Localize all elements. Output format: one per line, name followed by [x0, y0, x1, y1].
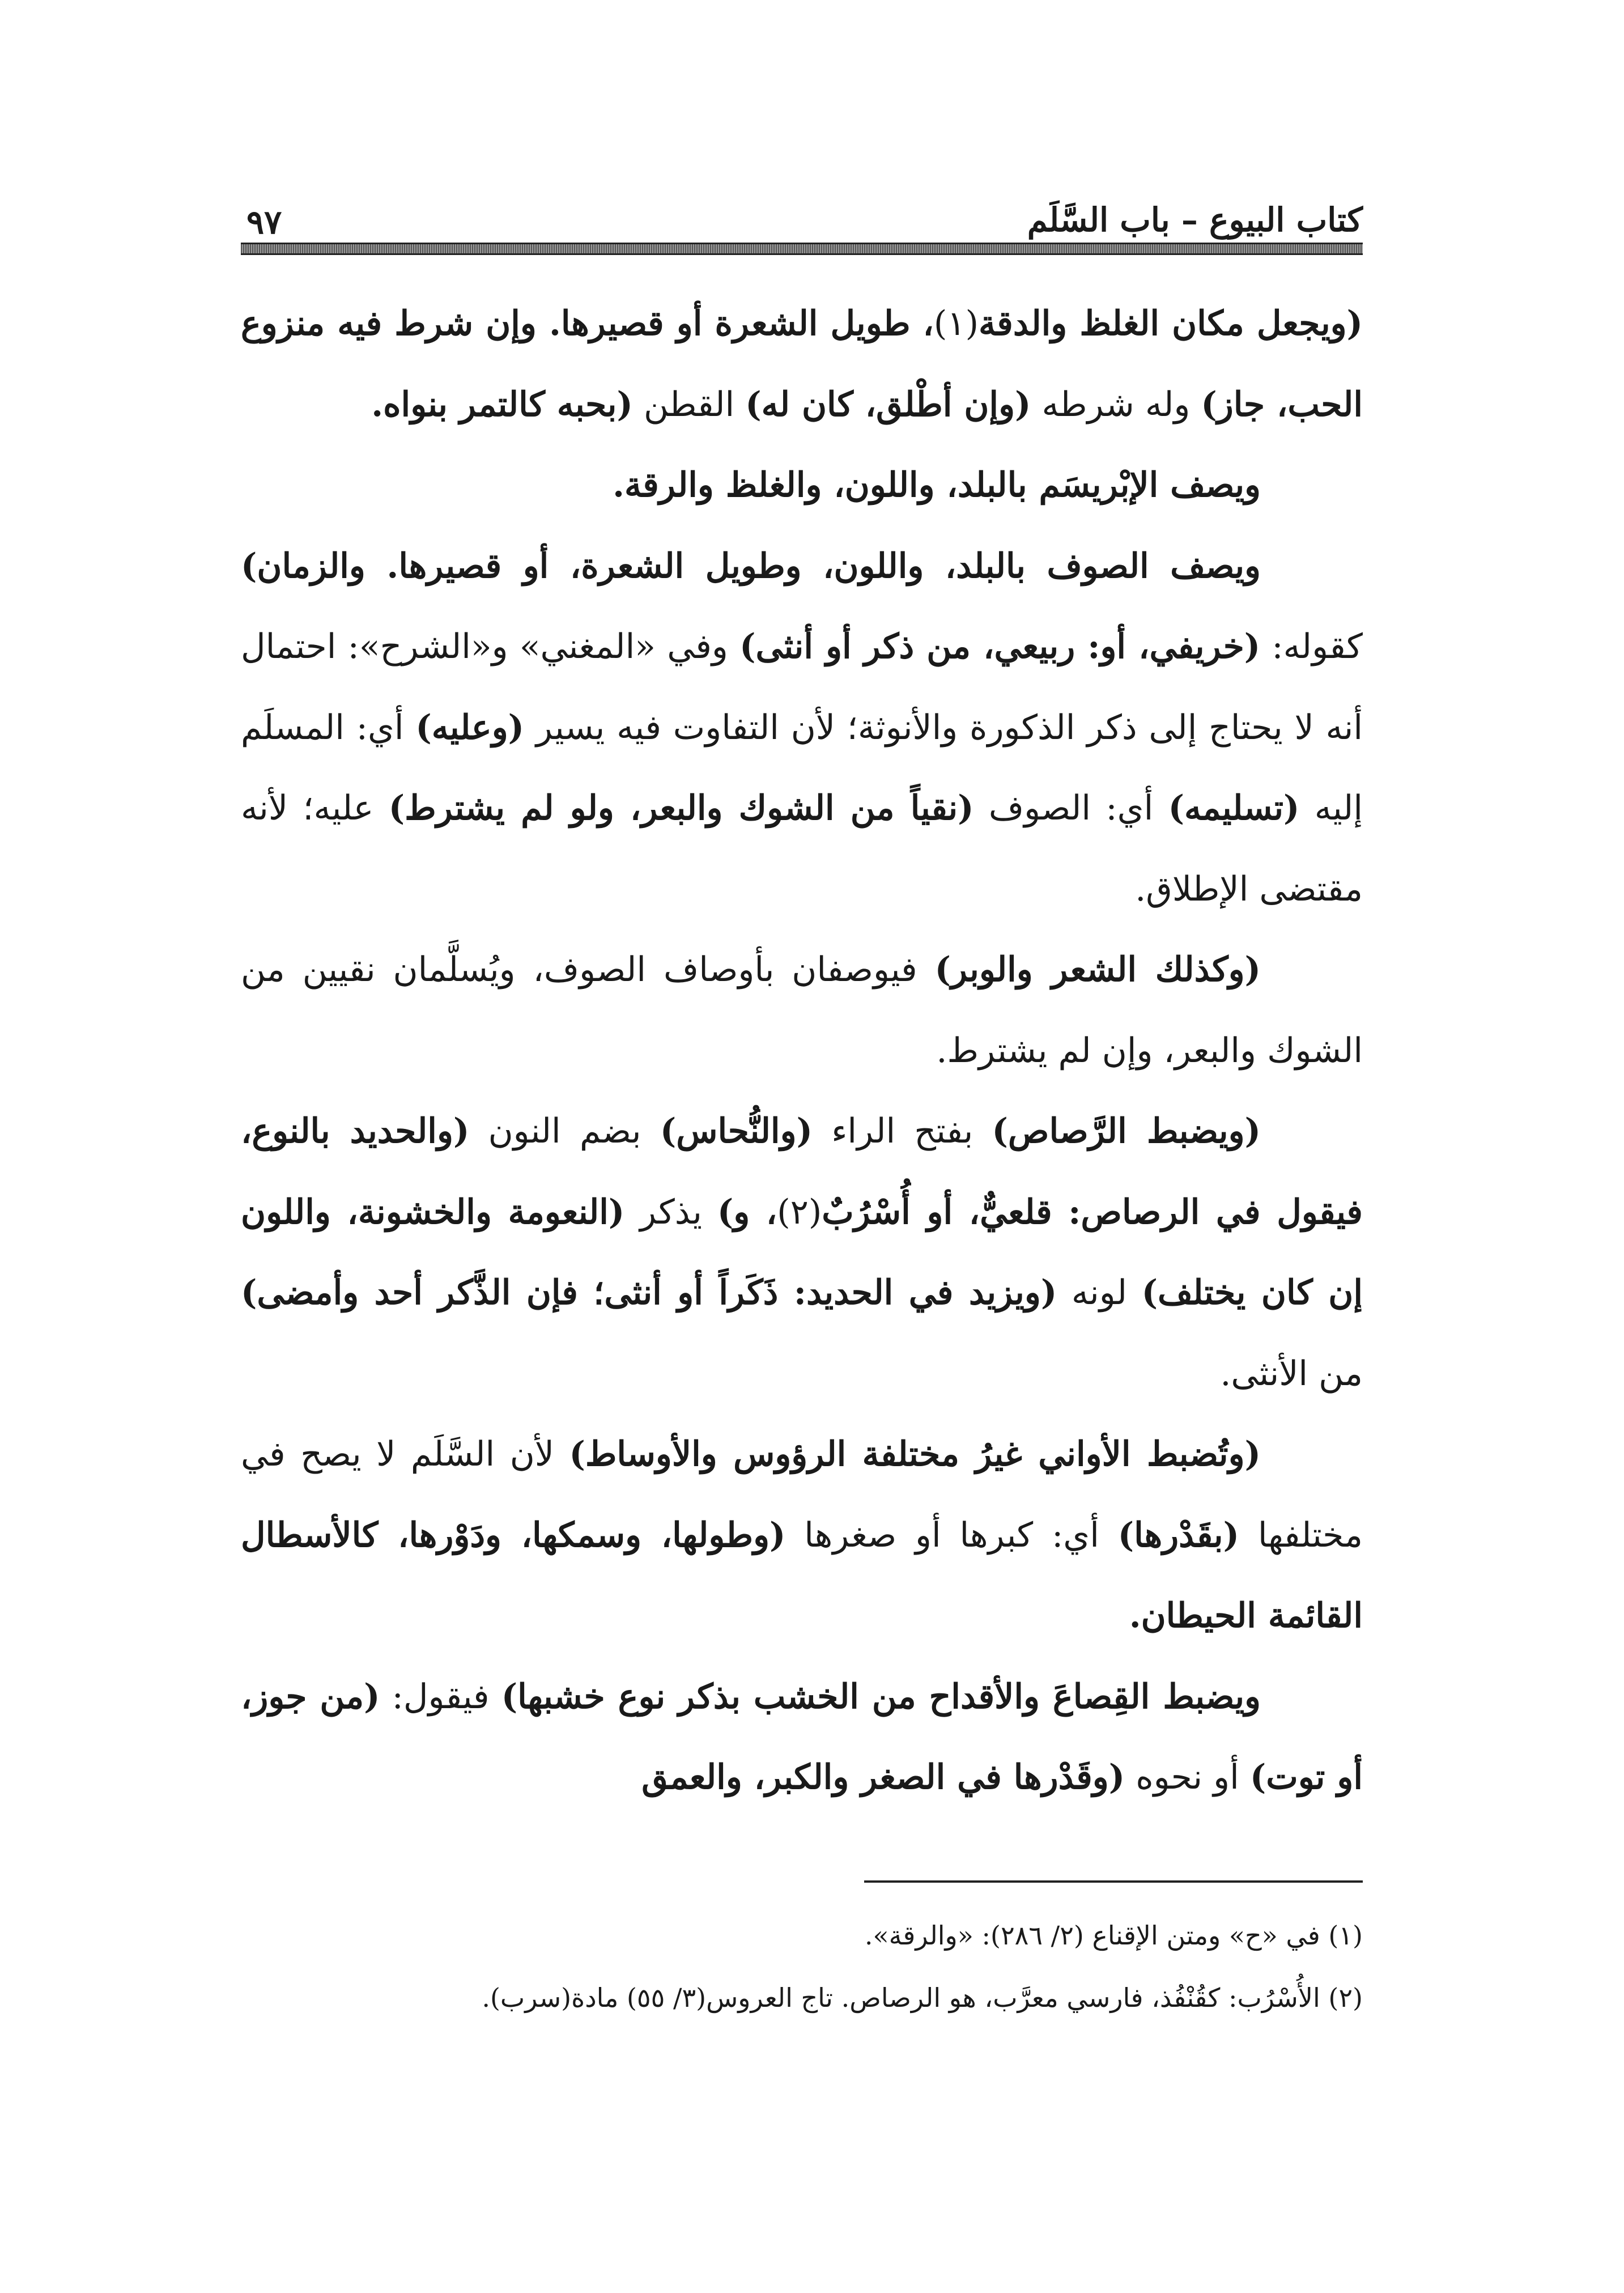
sharh-text: (١) — [933, 304, 979, 343]
sharh-text: بضم النون — [469, 1111, 660, 1151]
matn-text: ويصف الإبْريسَم بالبلد، واللون، والغلظ والرقة. — [613, 465, 1261, 505]
sharh-text: يذكر — [624, 1192, 717, 1232]
matn-text: (من جوز، أو توت) — [241, 1676, 1363, 1797]
matn-text: (النعومة والخشونة، واللون إن كان يختلف) — [241, 1192, 1363, 1313]
sharh-text: عليه؛ لأنه مقتضى الإطلاق. — [241, 788, 1363, 909]
matn-text: (ويزيد في الحديد: ذَكَراً أو أنثى؛ فإن الذَّكر أحد وأمضى) — [241, 1273, 1057, 1313]
matn-text: (وقَدْرها في الصغر والكبر، والعمق — [641, 1757, 1125, 1797]
matn-text: (وإن أطْلق، كان له) — [745, 384, 1031, 424]
matn-text: ، و) — [717, 1192, 777, 1232]
sharh-text: من الأنثى. — [1220, 1353, 1363, 1394]
sharh-text: القطن — [632, 384, 746, 424]
main-text — [241, 283, 1363, 1818]
matn-text: (بقَدْرها) — [1117, 1515, 1240, 1555]
sharh-text: فيوصفان بأوصاف الصوف، ويُسلَّمان نقيين من الشوك والبعر، وإن لم يشترط. — [241, 950, 1363, 1071]
matn-text: (بحبه كالتمر بنواه. — [371, 384, 633, 424]
matn-text: (وعليه) — [415, 707, 525, 748]
paragraph — [241, 526, 1363, 930]
sharh-text: وله شرطه — [1031, 384, 1201, 424]
sharh-text: أي: المسلَم إليه — [241, 707, 1363, 828]
matn-text: (والحديد بالنوع، فيقول في الرصاص: قلعيٌّ، أو أُسْرُبٌ — [241, 1111, 1363, 1232]
paragraph — [241, 1091, 1363, 1414]
matn-text: ويضبط القِصاعَ والأقداح من الخشب بذكر نوع خشبها) — [501, 1676, 1261, 1717]
sharh-text: (٢) — [777, 1192, 822, 1232]
sharh-text: أو نحوه — [1125, 1757, 1250, 1797]
sharh-text: أي: كبرها أو صغرها — [785, 1515, 1118, 1555]
matn-text: (وكذلك الشعر والوبر) — [934, 950, 1261, 990]
matn-text: ، طويل الشعرة أو قصيرها. وإن شرط فيه منزوع الحب، جاز) — [241, 304, 1363, 424]
paragraph — [241, 1657, 1363, 1818]
matn-text: (نقياً من الشوك والبعر، ولو لم يشترط) — [388, 788, 974, 828]
paragraph — [241, 283, 1363, 445]
footnote-separator — [864, 1880, 1363, 1883]
matn-text: (والنُّحاس) — [660, 1111, 813, 1151]
running-title: كتاب البيوع – باب السَّلَم — [1027, 201, 1363, 239]
sharh-text: وفي «المغني» و«الشرح»: احتمال أنه لا يحتاج إلى ذكر الذكورة والأنوثة؛ لأن التفاوت فيه يسير — [241, 627, 1363, 748]
page-header — [241, 187, 1363, 255]
paragraph — [241, 1414, 1363, 1657]
sharh-text: أي: الصوف — [973, 788, 1168, 828]
sharh-text: كقوله: — [1260, 627, 1363, 666]
matn-text: (خريفي، أو: ربيعي، من ذكر أو أنثى) — [739, 627, 1261, 666]
footnote: (٢) الأُسْرُب: كقُنْفُذ، فارسي معرَّب، هو الرصاص. تاج العروس(٣/ ٥٥) مادة(سرب). — [482, 1982, 1363, 2013]
sharh-text: لونه — [1057, 1273, 1142, 1313]
page-number: ٩٧ — [246, 203, 282, 241]
matn-text: (ويجعل مكان الغلظ والدقة — [978, 304, 1363, 343]
header-rule — [241, 243, 1363, 255]
paragraph — [241, 445, 1363, 526]
matn-text: (ويضبط الرَّصاص) — [992, 1111, 1261, 1151]
sharh-text: بفتح الراء — [812, 1111, 992, 1151]
footnote: (١) في «ح» ومتن الإقناع (٢/ ٢٨٦): «والرقة». — [864, 1920, 1363, 1951]
matn-text: (تسليمه) — [1168, 788, 1300, 828]
paragraph — [241, 929, 1363, 1091]
footnotes — [241, 1904, 1363, 2029]
sharh-text: لأن السَّلَم لا يصح في مختلفها — [241, 1434, 1363, 1555]
sharh-text: فيقول: — [380, 1676, 501, 1717]
matn-text: (وطولها، وسمكها، ودَوْرها، كالأسطال القائمة الحيطان. — [241, 1515, 1363, 1636]
matn-text: (وتُضبط الأواني غيرُ مختلفة الرؤوس والأوساط) — [569, 1434, 1261, 1474]
matn-text: ويصف الصوف بالبلد، واللون، وطويل الشعرة، أو قصيرها. والزمان) — [241, 546, 1261, 586]
